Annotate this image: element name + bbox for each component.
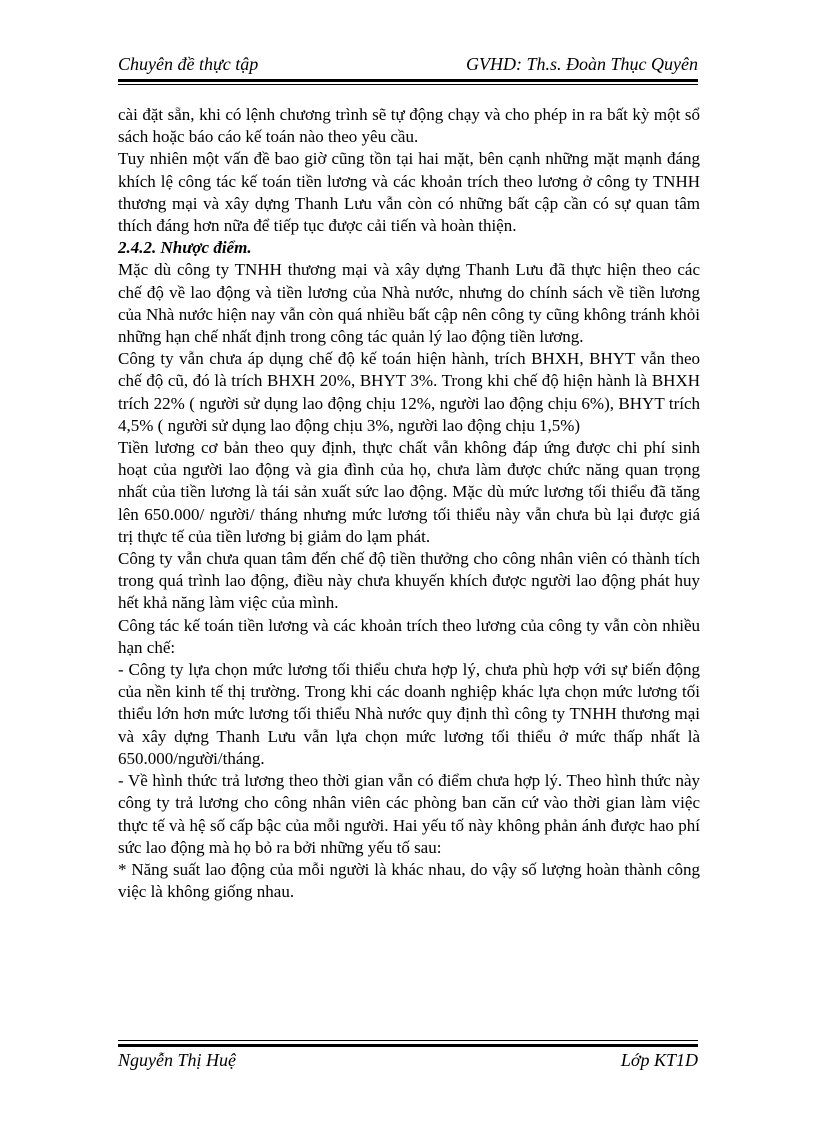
- header-rule-thin: [118, 84, 698, 85]
- paragraph-1: cài đặt sẵn, khi có lệnh chương trình sẽ tự động chạy và cho phép in ra bất kỳ một sổ sách hoặc báo cáo kế toán nào theo yêu cầu.: [118, 105, 700, 147]
- paragraph-10: * Năng suất lao động của mỗi người là khác nhau, do vậy số lượng hoàn thành công việc là không giống nhau.: [118, 859, 700, 902]
- footer-rule: [118, 1044, 698, 1047]
- paragraph-3: Mặc dù công ty TNHH thương mại và xây dựng Thanh Lưu đã thực hiện theo các chế độ về lao động và tiền lương của Nhà nước, nhưng do chính sách về tiền lương của Nhà nước hiện nay vẫn còn quá nhiều bất cập nên công ty cũng không tránh khỏi những hạn chế nhất định trong công tác quản lý lao động tiền lương.: [118, 260, 700, 347]
- paragraph-6: Công ty vẫn chưa quan tâm đến chế độ tiền thưởng cho công nhân viên có thành tích trong quá trình lao động, điều này chưa khuyến khích được người lao động phát huy hết khả năng làm việc của mình.: [118, 549, 700, 613]
- paragraph-2: Tuy nhiên một vấn đề bao giờ cũng tồn tại hai mặt, bên cạnh những mặt mạnh đáng khích lệ công tác kế toán tiền lương và các khoản trích theo lương ở công ty TNHH thương mại và xây dựng Thanh Lưu vẫn còn có những bất cập cần có sự quan tâm thích đáng hơn nữa để tiếp tục được cải tiến và hoàn thiện.: [118, 149, 700, 236]
- paragraph-9: - Về hình thức trả lương theo thời gian vẫn có điểm chưa hợp lý. Theo hình thức này công ty trả lương cho công nhân viên các phòng ban căn cứ vào thời gian làm việc thực tế và hệ số cấp bậc của mỗi người. Hai yếu tố này không phản ánh được hao phí sức lao động mà họ bỏ ra bởi những yếu tố sau:: [118, 771, 700, 857]
- paragraph-4: Công ty vẫn chưa áp dụng chế độ kế toán hiện hành, trích BHXH, BHYT vẫn theo chế độ cũ, đó là trích BHXH 20%, BHYT 3%. Trong khi chế độ hiện hành là BHXH trích 22% ( người sử dụng lao động chịu 12%, người lao động chịu 6%), BHYT trích 4,5% ( người sử dụng lao động chịu 3%, người lao động chịu 1,5%): [118, 349, 700, 435]
- paragraph-7: Công tác kế toán tiền lương và các khoản trích theo lương của công ty vẫn còn nhiều hạn chế:: [118, 615, 700, 657]
- page-footer: [118, 1050, 698, 1080]
- paragraph-8: - Công ty lựa chọn mức lương tối thiểu chưa hợp lý, chưa phù hợp với sự biến động của nền kinh tế thị trường. Trong khi các doanh nghiệp khác lựa chọn mức lương tối thiểu lớn hơn mức lương tối thiểu Nhà nước quy định thì công ty TNHH thương mại và xây dựng Thanh Lưu vẫn lựa chọn mức lương tối thiểu ở mức thấp nhất là 650.000/người/tháng.: [118, 660, 700, 768]
- header-supervisor: GVHD: Th.s. Đoàn Thục Quyên: [466, 54, 698, 74]
- footer-author: Nguyễn Thị Huệ: [118, 1050, 236, 1070]
- section-heading: 2.4.2. Nhược điểm.: [118, 238, 252, 258]
- page-header: [118, 50, 698, 80]
- header-document-type: Chuyên đề thực tập: [118, 54, 259, 74]
- footer-rule-thin: [118, 1040, 698, 1041]
- body-text: [118, 104, 700, 903]
- paragraph-5: Tiền lương cơ bản theo quy định, thực chất vẫn không đáp ứng được chi phí sinh hoạt của người lao động và gia đình của họ, chưa làm được chức năng quan trọng nhất của tiền lương là tái sản xuất sức lao động. Mặc dù mức lương tối thiểu đã tăng lên 650.000/ người/ tháng nhưng mức lương tối thiểu này vẫn chưa bù lại được giá trị thực tế của tiền lương bị giảm do lạm phát.: [118, 438, 700, 546]
- footer-class: Lớp KT1D: [620, 1050, 698, 1070]
- header-rule: [118, 79, 698, 82]
